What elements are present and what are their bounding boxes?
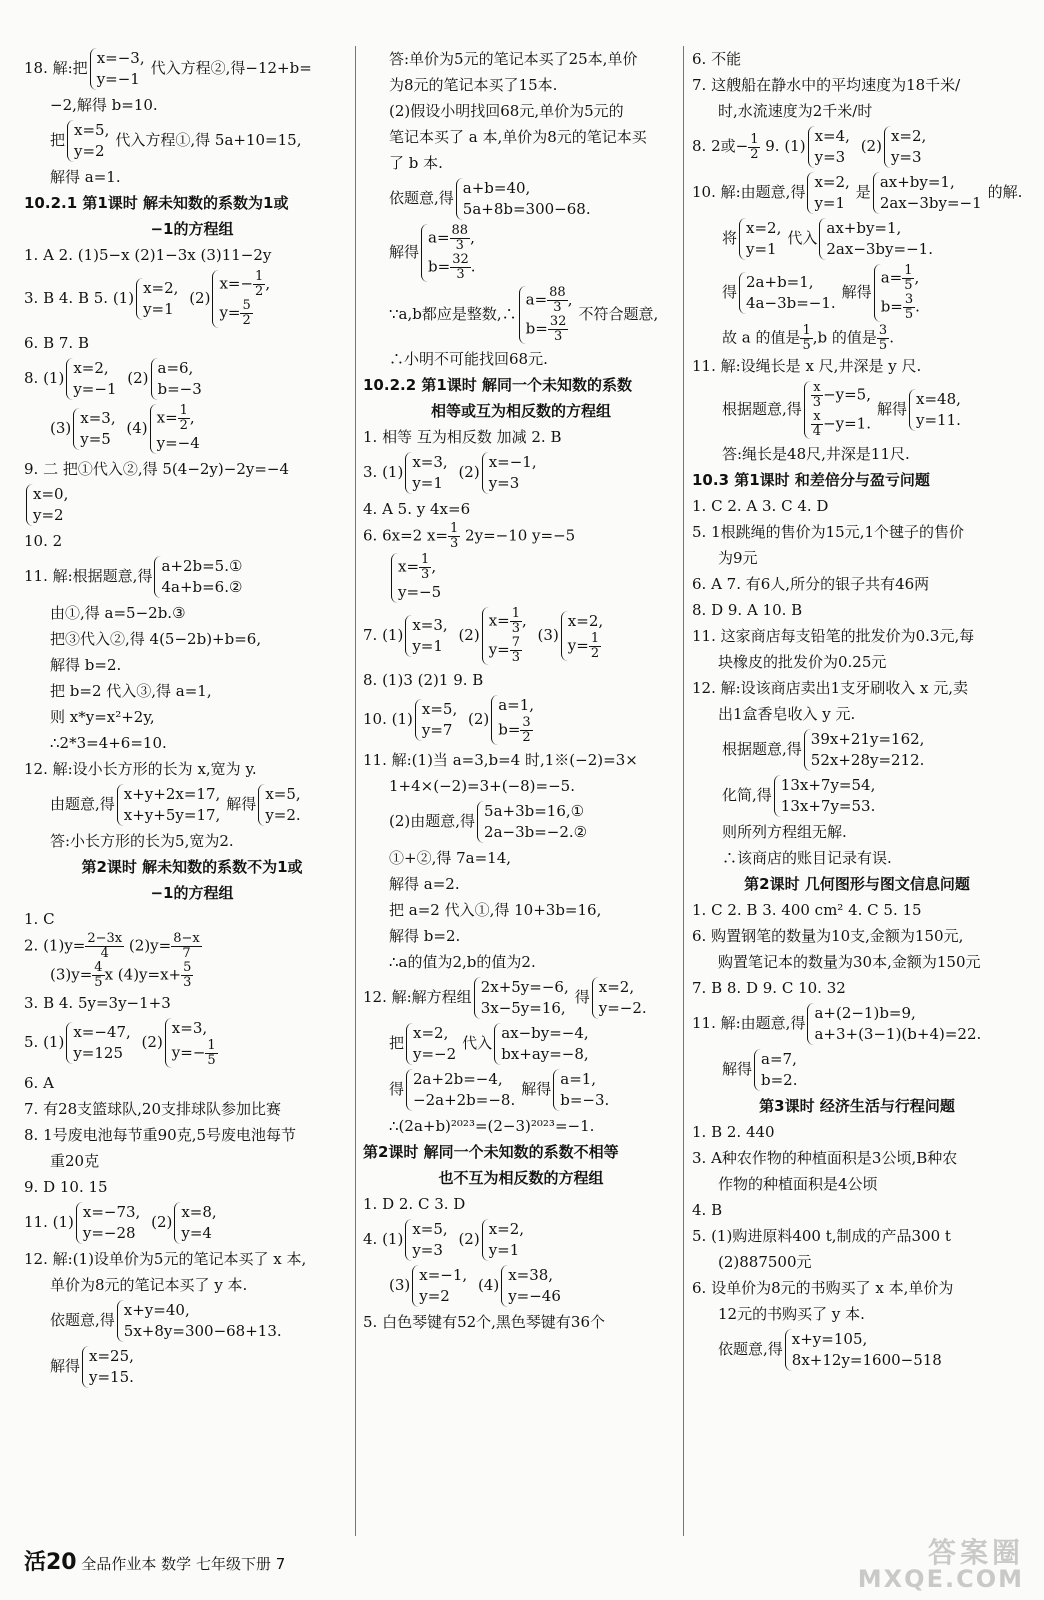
answer-line: 1. C 2. B 3. 400 cm² 4. C 5. 15 — [692, 901, 922, 919]
answer-line: 8. (1) x=2, y=−1 (2) a=6, b=−3 — [24, 356, 360, 402]
answer-line: 答:单价为5元的笔记本买了25本,单价 — [389, 50, 638, 68]
answer-line: 解得 a=2. — [389, 875, 460, 893]
answer-line: 则所列方程组无解. — [722, 823, 847, 841]
answer-line: (3) x=3, y=5 (4) x= $\frac{1}{2}$ , y=−4 — [24, 402, 360, 456]
answer-line: ∴a的值为2,b的值为2. — [389, 953, 536, 971]
answer-line: 7. 这艘船在静水中的平均速度为18千米/ — [692, 76, 961, 94]
answer-line: 根据题意,得 $\frac{x}{3}$ −y=5, $\frac{x}{4}$ −y=1. 解得 x=48, y=11. — [692, 379, 1022, 441]
answer-line: 依题意,得 x+y=40, 5x+8y=300−68+13. — [24, 1298, 360, 1344]
answer-line: 18. 解:把 x=−3, y=−1 代入方程②,得−12+b= — [24, 49, 312, 88]
answer-line: 1. B 2. 440 — [692, 1123, 775, 1141]
section-heading: 第2课时 解未知数的系数不为1或 — [81, 858, 303, 876]
answer-line: 7. B 8. D 9. C 10. 32 — [692, 979, 846, 997]
answer-line: 5. (1)购进原料400 t,制成的产品300 t — [692, 1227, 951, 1245]
answer-line: 11. 解:(1)当 a=3,b=4 时,1※(−2)=3× — [363, 751, 638, 769]
answer-line: ①+②,得 7a=14, — [389, 849, 512, 867]
section-heading: 也不互为相反数的方程组 — [438, 1169, 604, 1187]
answer-line: 作物的种植面积是4公顷 — [718, 1175, 878, 1193]
answer-line: 11. 解:设绳长是 x 尺,井深是 y 尺. — [692, 357, 922, 375]
answer-line: 1. C 2. A 3. C 4. D — [692, 497, 829, 515]
answer-line: 12. 解:设小长方形的长为 x,宽为 y. — [24, 760, 257, 778]
answer-line: 4. B — [692, 1201, 723, 1219]
answer-line: 10. 2 — [24, 532, 63, 550]
answer-line: (3) x=−1, y=2 (4) x=38, y=−46 — [363, 1263, 679, 1309]
answer-line: 化简,得 13x+7y=54, 13x+7y=53. — [692, 773, 1022, 819]
answer-line: 时,水流速度为2千米/时 — [718, 102, 873, 120]
answer-line: 6. 6x=2 x= $\frac{1}{3}$ 2y=−10 y=−5 — [363, 522, 576, 551]
answer-line: 6. 设单价为8元的书购买了 x 本,单价为 — [692, 1279, 954, 1297]
answer-line: 把 a=2 代入①,得 10+3b=16, — [389, 901, 602, 919]
page-number: 活20 — [24, 1550, 77, 1575]
answer-line: (2)假设小明找回68元,单价为5元的 — [389, 102, 624, 120]
answer-line: 由题意,得 x+y+2x=17, x+y+5y=17, 解得 x=5, y=2. — [24, 782, 360, 828]
answer-line: 9. 二 把①代入②,得 5(4−2y)−2y=−4 — [24, 460, 290, 478]
answer-line: 8. D 9. A 10. B — [692, 601, 803, 619]
answer-line: −2,解得 b=10. — [50, 96, 158, 114]
answer-line: 解得 a= $\frac{88}{3}$ , b= $\frac{32}{3}$ . — [363, 222, 679, 284]
answer-line: 6. B 7. B — [24, 334, 89, 352]
section-heading: 第3课时 经济生活与行程问题 — [759, 1097, 955, 1115]
answer-line: 为8元的笔记本买了15本. — [389, 76, 558, 94]
answer-line: 7. 有28支篮球队,20支排球队参加比赛 — [24, 1100, 282, 1118]
answer-line: 解得 b=2. — [389, 927, 461, 945]
answer-line: 8. 1号废电池每节重90克,5号废电池每节 — [24, 1126, 297, 1144]
answer-line: 10. (1) x=5, y=7 (2) a=1, b= $\frac{3}{2}$ — [363, 693, 679, 747]
book-title: 全品作业本 数学 七年级下册 7 — [81, 1555, 286, 1573]
answer-column-2 — [363, 46, 679, 1335]
answer-line: (3)y= $\frac{4}{5}$ x (4)y=x+ $\frac{5}{3}$ — [50, 961, 192, 990]
answer-line: 解得 a=7, b=2. — [692, 1047, 1022, 1093]
answer-line: 则 x*y=x²+2y, — [50, 708, 155, 726]
column-divider — [683, 46, 684, 1536]
answer-line: 解得 x=25, y=15. — [24, 1344, 360, 1390]
answer-line: x=0, y=2 — [24, 482, 360, 528]
answer-line: 1+4×(−2)=3+(−8)=−5. — [389, 777, 575, 795]
answer-line: ∵a,b都应是整数,∴ a= $\frac{88}{3}$ , b= $\frac{32}{3}$ 不符合题意, — [389, 285, 659, 344]
answer-line: 8. 2或− $\frac{1}{2}$ 9. (1) x=4, y=3 (2) x=2, y=3 — [692, 124, 1022, 170]
answer-line: ∴小明不可能找回68元. — [389, 350, 548, 368]
answer-line: 故 a 的值是 $\frac{1}{5}$ ,b 的值是 $\frac{3}{5}$ . — [722, 324, 894, 353]
answer-line: 购置笔记本的数量为30本,金额为150元 — [718, 953, 981, 971]
answer-line: 3. (1) x=3, y=1 (2) x=−1, y=3 — [363, 450, 679, 496]
answer-line: 解得 a=1. — [50, 168, 121, 186]
answer-line: 12元的书购买了 y 本. — [718, 1305, 865, 1323]
answer-line: 3. A种农作物的种植面积是3公顷,B种农 — [692, 1149, 958, 1167]
answer-line: 6. 购置钢笔的数量为10支,金额为150元, — [692, 927, 964, 945]
answer-column-3 — [692, 46, 1022, 1373]
answer-line: ∴2*3=4+6=10. — [50, 734, 167, 752]
answer-line: 11. (1) x=−73, y=−28 (2) x=8, y=4 — [24, 1200, 360, 1246]
answer-line: 解得 b=2. — [50, 656, 122, 674]
section-heading: 第2课时 解同一个未知数的系数不相等 — [363, 1143, 619, 1161]
answer-line: 得 2a+b=1, 4a−3b=−1. 解得 a= $\frac{1}{5}$ , b= $\frac{3}{5}$ . — [692, 262, 1022, 324]
answer-line: 3. B 4. B 5. (1) x=2, y=1 (2) x=− $\frac{1}{2}$ , y= $\frac{5}{2}$ — [24, 268, 360, 330]
answer-line: 把 b=2 代入③,得 a=1, — [50, 682, 212, 700]
answer-line: 根据题意,得 39x+21y=162, 52x+28y=212. — [692, 727, 1022, 773]
answer-line: 11. 这家商店每支铅笔的批发价为0.3元,每 — [692, 627, 975, 645]
answer-line: 12. 解:(1)设单价为5元的笔记本买了 x 本, — [24, 1250, 307, 1268]
answer-line: 了 b 本. — [389, 154, 443, 172]
answer-line: 2. (1)y= $\frac{2-3x}{4}$ (2)y= $\frac{8-x}{7}$ — [24, 932, 200, 961]
answer-line: 5. 1根跳绳的售价为15元,1个毽子的售价 — [692, 523, 965, 541]
answer-line: 重20克 — [50, 1152, 100, 1170]
answer-line: 1. C — [24, 910, 55, 928]
answer-line: 4. (1) x=5, y=3 (2) x=2, y=1 — [363, 1217, 679, 1263]
answer-line: 出1盒香皂收入 y 元. — [718, 705, 856, 723]
answer-line: 为9元 — [718, 549, 758, 567]
section-heading: 10.2.2 第1课时 解同一个未知数的系数 — [363, 376, 633, 394]
answer-line: 把 x=2, y=−2 代入 ax−by=−4, bx+ay=−8, — [363, 1021, 679, 1067]
answer-line: 11. 解:根据题意,得 a+2b=5.① 4a+b=6.② — [24, 554, 360, 600]
section-heading: 10.3 第1课时 和差倍分与盈亏问题 — [692, 471, 930, 489]
section-heading: 相等或互为相反数的方程组 — [430, 402, 611, 420]
answer-line: 12. 解:解方程组 2x+5y=−6, 3x−5y=16, 得 x=2, y=−2. — [363, 975, 679, 1021]
answer-line: 6. A — [24, 1074, 54, 1092]
answer-line: ∴(2a+b)²⁰²³=(2−3)²⁰²³=−1. — [389, 1117, 595, 1135]
answer-line: 5. 白色琴键有52个,黑色琴键有36个 — [363, 1313, 606, 1331]
answer-line: 得 2a+2b=−4, −2a+2b=−8. 解得 a=1, b=−3. — [363, 1067, 679, 1113]
answer-line: 把 x=5, y=2 代入方程①,得 5a+10=15, — [50, 121, 302, 160]
answer-line: 把③代入②,得 4(5−2b)+b=6, — [50, 630, 262, 648]
answer-line: ∴该商店的账目记录有误. — [722, 849, 892, 867]
answer-line: 11. 解:由题意,得 a+(2−1)b=9, a+3+(3−1)(b+4)=22. — [692, 1001, 1022, 1047]
answer-line: 12. 解:设该商店卖出1支牙刷收入 x 元,卖 — [692, 679, 968, 697]
answer-line: 将 x=2, y=1 代入 ax+by=1, 2ax−3by=−1. — [692, 216, 1022, 262]
answer-line: 1. 相等 互为相反数 加减 2. B — [363, 428, 562, 446]
answer-line: x= $\frac{1}{3}$ , y=−5 — [363, 551, 679, 605]
answer-line: 3. B 4. 5y=3y−1+3 — [24, 994, 171, 1012]
answer-line: 9. D 10. 15 — [24, 1178, 108, 1196]
watermark-logo: 答案圈 MXQE.COM — [857, 1536, 1024, 1593]
answer-line: 由①,得 a=5−2b.③ — [50, 604, 186, 622]
answer-line: 依题意,得 a+b=40, 5a+8b=300−68. — [363, 176, 679, 222]
answer-line: 6. A 7. 有6人,所分的银子共有46两 — [692, 575, 930, 593]
answer-line: 笔记本买了 a 本,单价为8元的笔记本买 — [389, 128, 647, 146]
answer-line: (2)由题意,得 5a+3b=16,① 2a−3b=−2.② — [363, 799, 679, 845]
answer-column-1 — [24, 46, 360, 1390]
answer-line: (2)887500元 — [718, 1253, 812, 1271]
section-heading: 第2课时 几何图形与图文信息问题 — [744, 875, 970, 893]
answer-line: 4. A 5. y 4x=6 — [363, 500, 471, 518]
answer-line: 6. 不能 — [692, 50, 742, 68]
answer-line: 依题意,得 x+y=105, 8x+12y=1600−518 — [692, 1327, 1022, 1373]
answer-line: 1. A 2. (1)5−x (2)1−3x (3)11−2y — [24, 246, 272, 264]
answer-line: 单价为8元的笔记本买了 y 本. — [50, 1276, 248, 1294]
answer-line: 1. D 2. C 3. D — [363, 1195, 466, 1213]
page-footer — [24, 1550, 285, 1577]
answer-line: 10. 解:由题意,得 x=2, y=1 是 ax+by=1, 2ax−3by=−1 的解. — [692, 173, 1022, 212]
answer-line: 5. (1) x=−47, y=125 (2) x=3, y=− $\frac{1}{5}$ — [24, 1016, 360, 1070]
answer-line: 块橡皮的批发价为0.25元 — [718, 653, 887, 671]
section-heading: 10.2.1 第1课时 解未知数的系数为1或 — [24, 194, 289, 212]
answer-line: 8. (1)3 (2)1 9. B — [363, 671, 484, 689]
section-heading: −1的方程组 — [150, 220, 234, 238]
answer-line: 7. (1) x=3, y=1 (2) x= $\frac{1}{3}$ , y= $\frac{7}{3}$ (3) x=2, y= $\frac{1}{2}$ — [363, 605, 679, 667]
answer-line: 答:小长方形的长为5,宽为2. — [50, 832, 234, 850]
answer-line: 答:绳长是48尺,井深是11尺. — [722, 445, 910, 463]
section-heading: −1的方程组 — [150, 884, 234, 902]
